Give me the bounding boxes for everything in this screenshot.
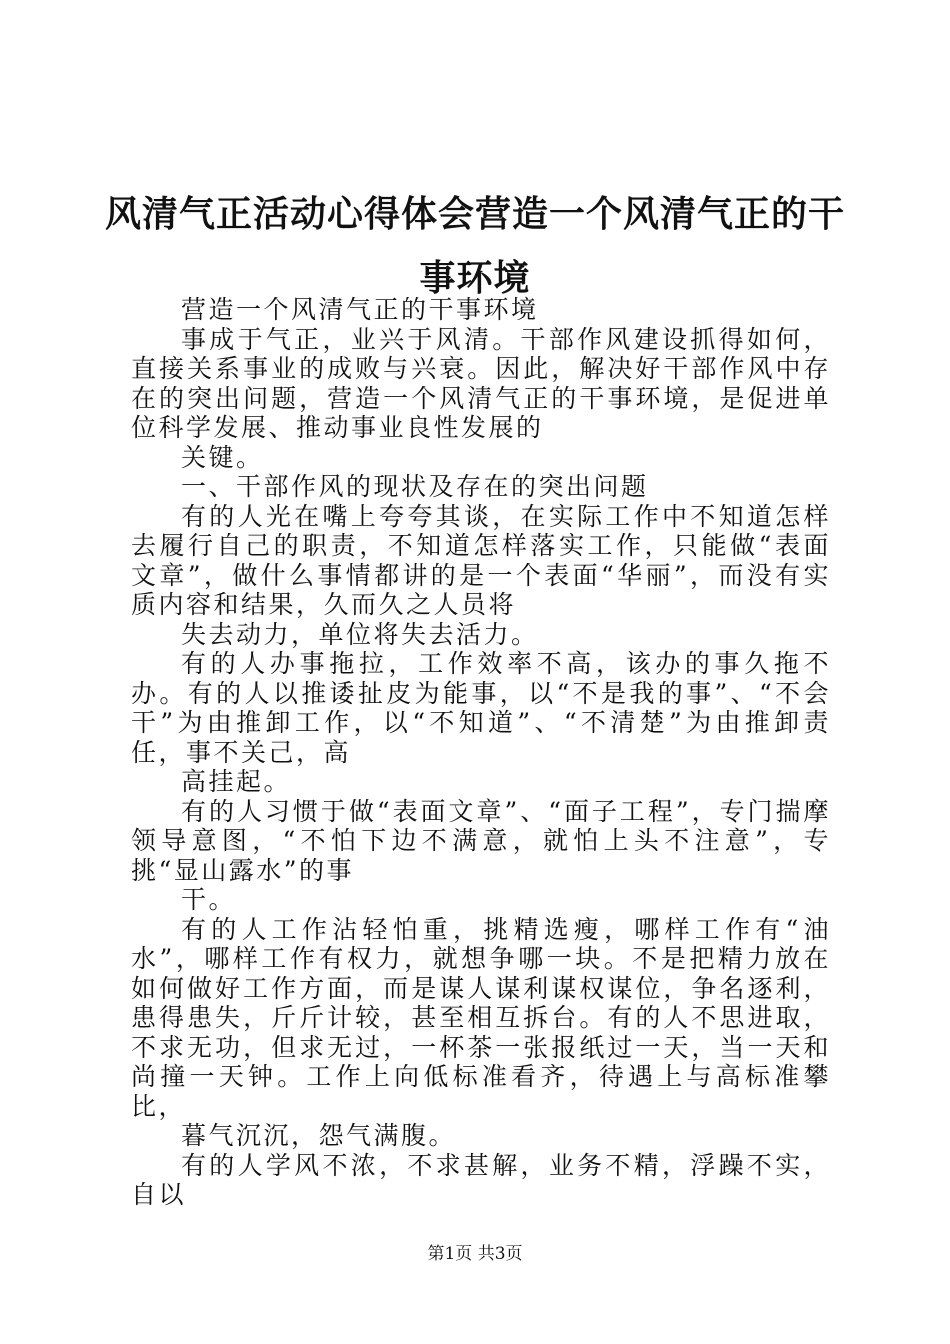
page-footer: 第1页 共3页: [427, 1244, 523, 1264]
paragraph: 有的人光在嘴上夸夸其谈，在实际工作中不知道怎样去履行自己的职责，不知道怎样落实工作，只能做“表面文章”，做什么事情都讲的是一个表面“华丽”，而没有实质内容和结果，久而久之人员将: [131, 501, 831, 619]
paragraph: 有的人习惯于做“表面文章”、“面子工程”，专门揣摩领导意图，“不怕下边不满意，就怕上头不注意”，专挑“显山露水”的事: [131, 796, 831, 885]
paragraph: 一、干部作风的现状及存在的突出问题: [181, 472, 649, 501]
document-title: [100, 182, 850, 310]
paragraph: 营造一个风清气正的干事环境: [181, 295, 539, 324]
paragraph: 有的人学风不浓，不求甚解，业务不精，浮躁不实，自以: [131, 1150, 831, 1209]
paragraph: 高挂起。: [181, 767, 292, 796]
paragraph: 干。: [181, 885, 237, 914]
title-line-2: 事环境: [419, 257, 531, 299]
paragraph: 事成于气正，业兴于风清。干部作风建设抓得如何，直接关系事业的成败与兴衰。因此，解决好干部作风中存在的突出问题，营造一个风清气正的干事环境，是促进单位科学发展、推动事业良性发展的: [131, 324, 831, 442]
document-body: [131, 295, 831, 1210]
paragraph: 暮气沉沉，怨气满腹。: [181, 1121, 457, 1150]
paragraph: 有的人办事拖拉，工作效率不高，该办的事久拖不办。有的人以推诿扯皮为能事，以“不是我的事”、“不会干”为由推卸工作，以“不知道”、“不清楚”为由推卸责任，事不关己，高: [131, 649, 831, 767]
paragraph: 有的人工作沾轻怕重，挑精选瘦，哪样工作有“油水”，哪样工作有权力，就想争哪一块。不是把精力放在如何做好工作方面，而是谋人谋利谋权谋位，争名逐利，患得患失，斤斤计较，甚至相互拆台。有的人不思进取，不求无功，但求无过，一杯茶一张报纸过一天，当一天和尚撞一天钟。工作上向低标准看齐，待遇上与高标准攀比，: [131, 914, 831, 1121]
title-line-1: 风清气正活动心得体会营造一个风清气正的干: [104, 193, 845, 235]
paragraph: 关键。: [181, 442, 264, 472]
paragraph: 失去动力，单位将失去活力。: [181, 619, 539, 649]
